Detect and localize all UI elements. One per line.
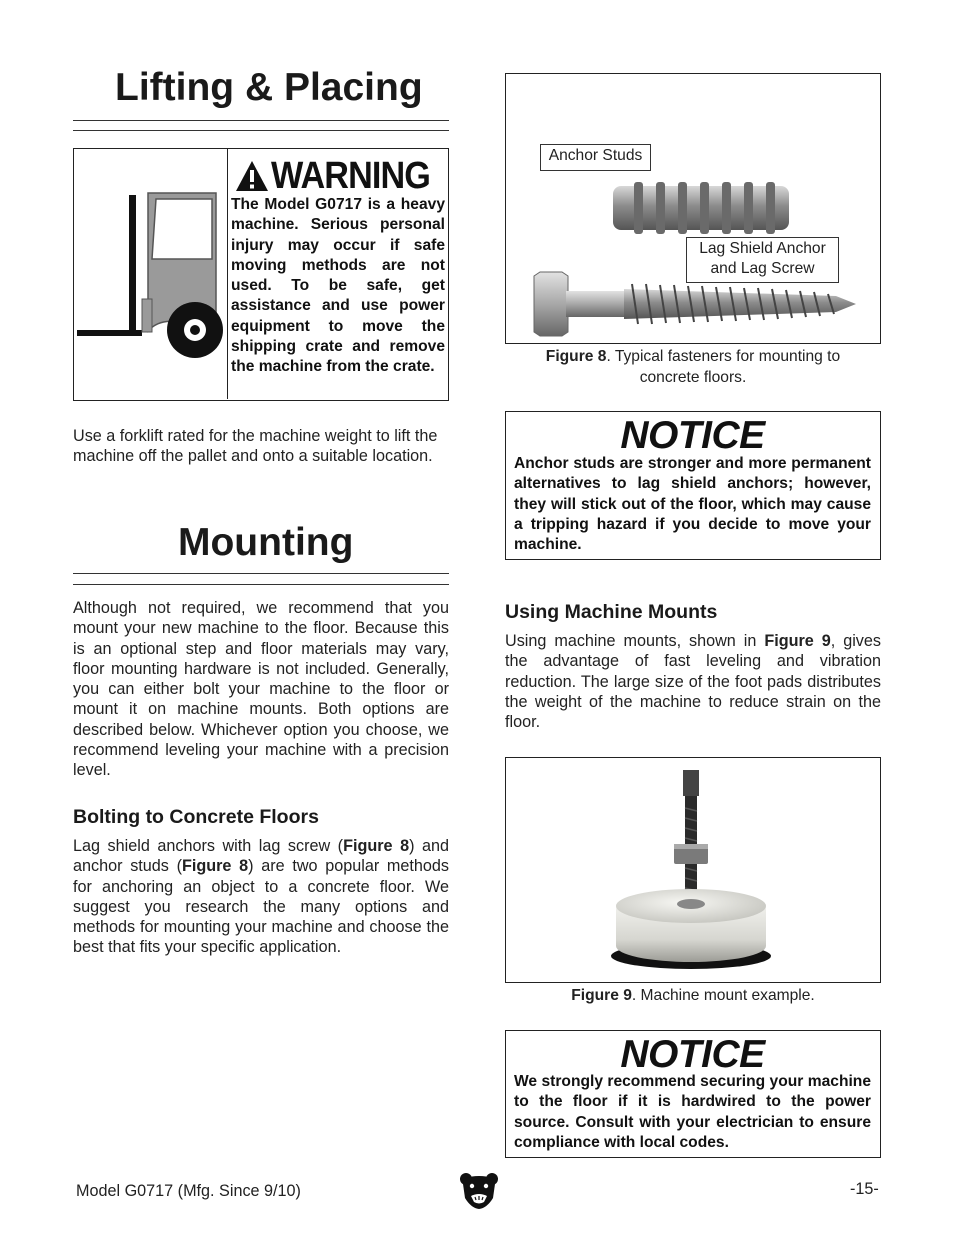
bear-logo-icon bbox=[459, 1172, 499, 1210]
title-rule-top bbox=[73, 120, 449, 121]
warning-title: WARNING bbox=[271, 155, 430, 197]
mounting-rule-top bbox=[73, 573, 449, 574]
bolting-paragraph bbox=[73, 836, 449, 958]
figure8-ref-1: Figure 8 bbox=[343, 837, 410, 855]
warning-box bbox=[73, 148, 449, 401]
notice1-text: Anchor studs are stronger and more permanent alternatives to lag shield anchors; however, they will stick out of the floor, which may cause a tripping hazard if you decide to move your machine. bbox=[514, 455, 871, 554]
figure9-caption-text: . Machine mount example. bbox=[631, 987, 815, 1004]
machine-mounts-paragraph bbox=[505, 631, 881, 732]
mounting-rule-bottom bbox=[73, 584, 449, 585]
lifting-paragraph: Use a forklift rated for the machine weight to lift the machine off the pallet and onto a suitable location. bbox=[73, 427, 438, 466]
figure8-caption bbox=[520, 346, 866, 388]
mounting-title: Mounting bbox=[178, 521, 354, 564]
forklift-icon bbox=[74, 149, 227, 399]
machine-mounts-heading: Using Machine Mounts bbox=[505, 601, 718, 623]
warning-text: The Model G0717 is a heavy machine. Serious personal injury may occur if safe moving methods are not used. To be safe, get assistance and use power equipment to move the shipping crate and remove the machine from the crate. bbox=[231, 196, 445, 376]
mounts-text-2: , gives the advantage of fast leveling and vibration reduction. The large size of the foot pads distributes the weight of the machine to reduce strain on the floor. bbox=[505, 632, 881, 732]
figure9-caption-ref: Figure 9 bbox=[571, 987, 632, 1004]
figure9-box bbox=[505, 757, 881, 983]
warning-triangle-icon bbox=[234, 159, 270, 193]
figure8-caption-text: . Typical fasteners for mounting to concrete floors. bbox=[606, 348, 841, 386]
figure9-ref: Figure 9 bbox=[764, 632, 831, 650]
lag-shield-label-line1: Lag Shield Anchor bbox=[699, 240, 826, 257]
footer-model: Model G0717 (Mfg. Since 9/10) bbox=[76, 1182, 301, 1200]
notice2-text: We strongly recommend securing your machine to the floor if it is hardwired to the power source. Consult with your electrician to ensure compliance with local codes. bbox=[514, 1073, 871, 1151]
bolting-text-1: Lag shield anchors with lag screw ( bbox=[73, 837, 344, 855]
notice1-title: NOTICE bbox=[620, 414, 765, 457]
figure8-ref-2: Figure 8 bbox=[181, 857, 249, 876]
footer-page-number: -15- bbox=[850, 1180, 879, 1198]
warning-image-panel bbox=[74, 149, 228, 399]
fasteners-image bbox=[506, 74, 879, 342]
warning-header bbox=[231, 155, 445, 197]
mounting-paragraph: Although not required, we recommend that you mount your new machine to the floor. Because this is an optional step and floor materials may vary, floor mounting hardware is not included. Generally, you can either bolt your machine to the floor or mount it on machine mounts. Both options are described below. Whichever option you choose, we recommend leveling your machine with a precision level. bbox=[73, 599, 449, 780]
notice1-box bbox=[505, 411, 881, 560]
notice2-box bbox=[505, 1030, 881, 1158]
figure8-box bbox=[505, 73, 881, 344]
lifting-title: Lifting & Placing bbox=[115, 66, 423, 109]
title-rule-bottom bbox=[73, 130, 449, 131]
bolting-text-2: ) and anchor studs ( bbox=[73, 837, 449, 876]
anchor-studs-label: Anchor Studs bbox=[540, 144, 651, 171]
mounts-text-1: Using machine mounts, shown in bbox=[505, 632, 765, 650]
machine-mount-image bbox=[506, 758, 879, 981]
bolting-text-3: ) are two popular methods for anchoring an object to a concrete floor. We suggest you research the many options and methods for mounting your machine and choose the best that fits your specific application. bbox=[73, 857, 449, 957]
figure8-caption-ref: Figure 8 bbox=[545, 348, 607, 365]
figure9-caption bbox=[505, 985, 881, 1006]
bolting-heading: Bolting to Concrete Floors bbox=[73, 806, 319, 828]
notice2-title: NOTICE bbox=[620, 1033, 765, 1076]
lag-shield-label bbox=[686, 237, 839, 283]
lag-shield-label-line2: and Lag Screw bbox=[710, 260, 815, 277]
